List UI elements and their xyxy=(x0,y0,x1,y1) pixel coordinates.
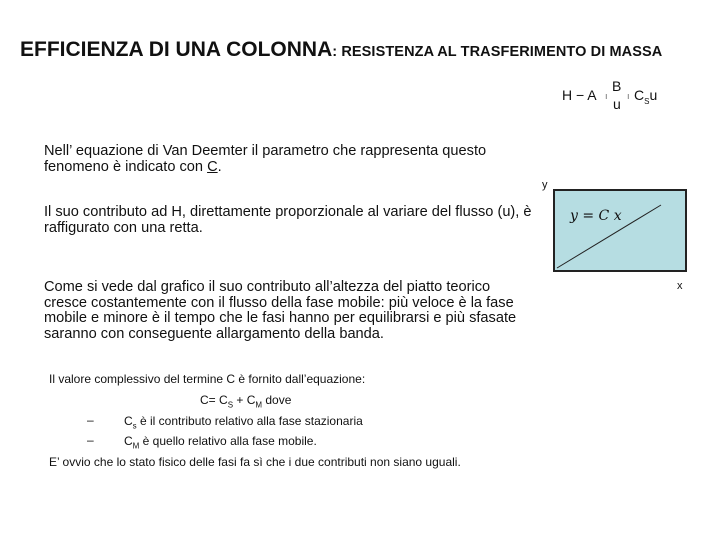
title-main: EFFICIENZA DI UNA COLONNA xyxy=(20,38,333,61)
paragraph-text: Il suo contributo ad H, direttamente proporzionale al variare del flusso (u), è raffigurato con una retta. xyxy=(44,204,532,236)
bullet-dash: – xyxy=(87,433,94,447)
item-subscript: M xyxy=(132,441,140,451)
list-item-stationary xyxy=(124,414,363,431)
equation-term xyxy=(634,87,658,106)
equation-term-subscript: S xyxy=(644,96,650,106)
equation-denominator: u xyxy=(613,96,621,112)
formula-part: dove xyxy=(262,393,292,407)
slide-title xyxy=(20,38,662,62)
list-item-mobile xyxy=(124,434,317,451)
paragraph-period: . xyxy=(217,158,222,175)
paragraph-text: Nell’ equazione di Van Deemter il parametro che rappresenta questo fenomeno è indicato con xyxy=(44,143,487,175)
formula-subscript: S xyxy=(227,400,234,410)
equation-term-symbol: C xyxy=(634,87,645,103)
item-text: è quello relativo alla fase mobile. xyxy=(139,434,317,448)
chart-x-axis-label: x xyxy=(677,280,683,292)
chart-y-axis-label: y xyxy=(542,179,548,191)
chart-plot-area xyxy=(553,189,687,272)
van-deemter-equation xyxy=(562,78,682,112)
equation-numerator: B xyxy=(612,78,622,94)
bullet-dash: – xyxy=(87,413,94,427)
item-symbol: C xyxy=(124,434,133,448)
item-text: è il contributo relativo alla fase stazionaria xyxy=(136,414,363,428)
equation-separator: ı xyxy=(605,91,608,101)
formula-part: + C xyxy=(233,393,256,407)
equation-term-tail: u xyxy=(649,87,658,103)
notes-closing: E’ ovvio che lo stato fisico delle fasi fa sì che i due contributi non siano uguali. xyxy=(49,455,461,469)
chart-formula: y = C x xyxy=(570,208,622,224)
chart-svg xyxy=(555,191,685,270)
paragraph-text: Come si vede dal grafico il suo contributo all’altezza del piatto teorico cresce costantemente con il flusso della fase mobile: più veloce è la fase mobile e minore è il tempo che le fasi hanno per equilibrarsi e più sfasate saranno con conseguente allargamento della banda. xyxy=(44,279,517,342)
formula-part: C= C xyxy=(200,393,228,407)
notes-formula xyxy=(200,393,292,410)
item-subscript: s xyxy=(132,421,137,431)
parameter-c: C xyxy=(207,158,218,175)
equation-lhs: H − A xyxy=(562,87,597,103)
item-symbol: C xyxy=(124,414,133,428)
paragraph-contribution xyxy=(44,205,544,236)
title-subtitle: : RESISTENZA AL TRASFERIMENTO DI MASSA xyxy=(332,44,663,60)
notes-intro: Il valore complessivo del termine C è fornito dall’equazione: xyxy=(49,372,366,386)
paragraph-van-deemter xyxy=(44,144,544,175)
paragraph-graph-explanation xyxy=(44,280,532,342)
equation-separator: ı xyxy=(627,91,630,101)
formula-subscript: M xyxy=(255,400,263,410)
